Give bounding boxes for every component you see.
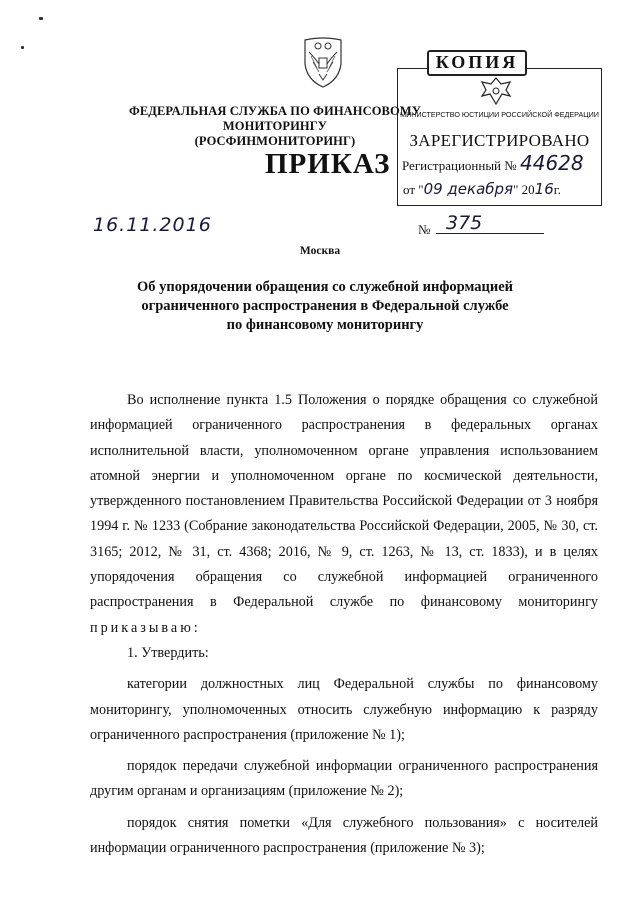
heading-line1: Об упорядочении обращения со служебной информацией (137, 279, 513, 295)
city: Москва (299, 245, 341, 257)
agency-name-line2: (РОСФИНМОНИТОРИНГ) (194, 134, 356, 148)
stamp-reg-number: 44628 (520, 151, 584, 175)
stamp-year-suffix: 16 (534, 180, 554, 198)
preamble-text: Во исполнение пункта 1.5 Положения о порядке обращения со служебной информацией ограниченного распространения в федеральных органах исполнительной власти, уполномоченном органе управления использованием атомной энергии и уполномоченном органе по космической деятельности, утвержденного постановлением Правительства Российской Федерации от 3 ноября 1994 г. № 1233 (Собрание законодательства Российской Федерации, 2005, № 30, ст. 3165; 2012, № 31, ст. 4368; 2016, № 9, ст. 1263, № 13, ст. 1833), и в целях упорядочения обращения со служебной информацией ограниченного распространения в Федеральной службе по финансовому мониторингу (90, 392, 598, 611)
order-number-underline (436, 233, 544, 234)
order-date: 16.11.2016 (93, 214, 212, 236)
scan-mark (21, 46, 24, 49)
agency-name (110, 104, 440, 149)
stamp-ministry: МИНИСТЕРСТВО ЮСТИЦИИ РОССИЙСКОЙ ФЕДЕРАЦИИ (400, 110, 599, 119)
stamp-date-prefix: от " (403, 182, 424, 197)
body-paragraph-preamble (90, 388, 598, 641)
order-number: 375 (446, 212, 483, 234)
heading-line3: по финансовому мониторингу (226, 317, 424, 333)
order-number-label: № (418, 222, 431, 237)
body-paragraph-item3: порядок снятия пометки «Для служебного пользования» с носителей информации ограниченного распространения (приложение № 3); (90, 814, 598, 857)
scan-mark (39, 17, 43, 20)
stamp-reg-label: Регистрационный № (402, 158, 517, 173)
stamp-year-prefix: " 20 (513, 182, 535, 197)
stamp-date-line (403, 180, 561, 198)
body-paragraph-approve: 1. Утвердить: (127, 644, 209, 661)
heading-line2: ограниченного распространения в Федеральной службе (141, 298, 509, 314)
stamp-eagle-icon (476, 74, 516, 108)
stamp-registered: ЗАРЕГИСТРИРОВАНО (409, 131, 590, 150)
order-body (90, 388, 598, 861)
coat-of-arms-icon (299, 34, 347, 90)
stamp-date-handwritten: 09 декабря (423, 180, 514, 198)
stamp-date-end: г. (553, 182, 561, 197)
copy-stamp: КОПИЯ (427, 50, 527, 76)
body-paragraph-item1: категории должностных лиц Федеральной службы по финансовому мониторингу, уполномоченных относить служебную информацию к разряду ограниченного распространения (приложение № 1); (90, 676, 598, 743)
document-type-title: ПРИКАЗ (265, 148, 391, 180)
order-heading (120, 278, 530, 335)
agency-name-line1: ФЕДЕРАЛЬНАЯ СЛУЖБА ПО ФИНАНСОВОМУ МОНИТОРИНГУ (129, 104, 421, 133)
body-paragraph-item2: порядок передачи служебной информации ограниченного распространения другим органам и организациям (приложение № 2); (90, 758, 598, 800)
command-word: приказываю: (90, 619, 201, 636)
